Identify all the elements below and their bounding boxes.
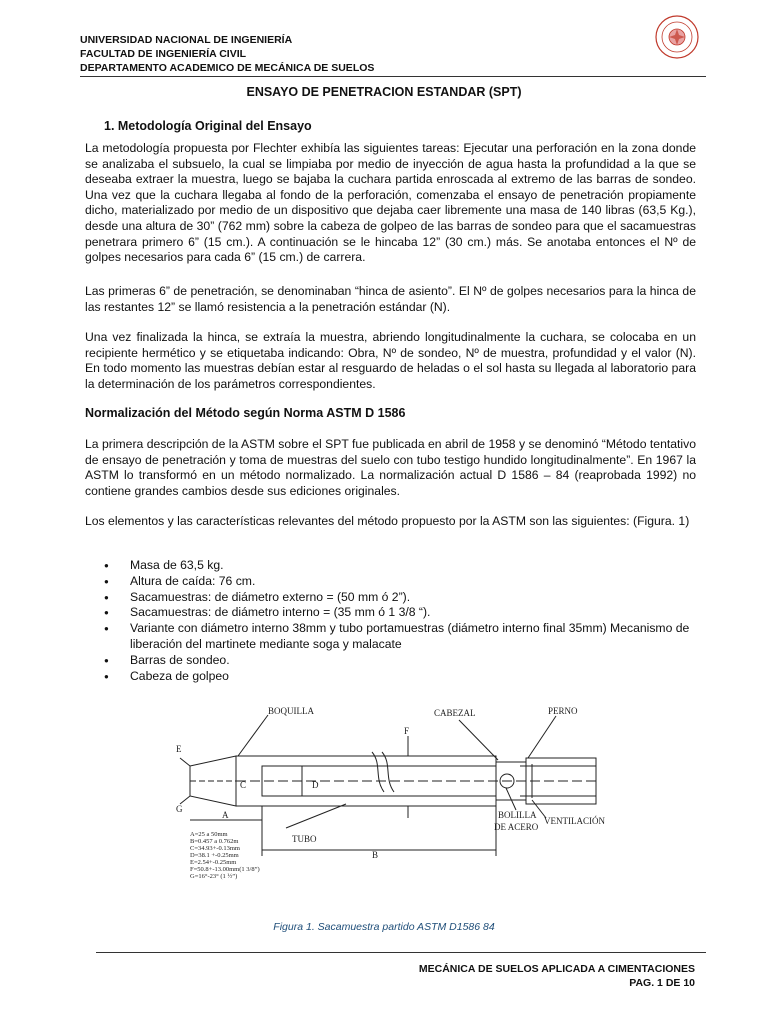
dim-b: B=0.457 a 0.762m (190, 838, 239, 845)
university-seal-icon (654, 14, 700, 60)
elements-list (85, 558, 696, 684)
label-ventilacion: VENTILACIÓN (544, 816, 605, 826)
list-item: ● Sacamuestras: de diámetro externo = (50 mm ó 2”). (85, 590, 696, 606)
list-item: ● Altura de caída: 76 cm. (85, 574, 696, 590)
paragraph-extraccion: Una vez finalizada la hinca, se extraía la muestra, abriendo longitudinalmente la cuchara, se colocaba en un recipiente hermético y se etiquetaba indicando: Obra, Nº de sondeo, Nº de muestra, profundidad y el valor (N). En todo momento las muestras debían estar al resguardo de heladas o el sol hasta su llegada al laboratorio para la determinación de los parámetros correspondientes. (85, 330, 696, 391)
dim-a: A=25 a 50mm (190, 831, 228, 838)
label-tubo: TUBO (292, 834, 317, 844)
label-bolilla: BOLILLA (498, 810, 537, 820)
footer-rule (96, 952, 706, 953)
label-f: F (404, 726, 410, 736)
list-item: ● Masa de 63,5 kg. (85, 558, 696, 574)
dim-f: F=50.8+-13.00mm(1 3/8”) (190, 866, 260, 873)
label-d: D (312, 780, 319, 790)
document-title: ENSAYO DE PENETRACION ESTANDAR (SPT) (246, 85, 522, 99)
dim-c: C=34.93+-0.13mm (190, 845, 240, 852)
section-heading-metodologia: 1. Metodología Original del Ensayo (104, 119, 312, 133)
list-item: ● Sacamuestras: de diámetro interno = (35 mm ó 1 3/8 “). (85, 605, 696, 621)
header-university: UNIVERSIDAD NACIONAL DE INGENIERÍA (80, 34, 293, 46)
label-c: C (240, 780, 247, 790)
label-e: E (176, 744, 182, 754)
sampler-diagram (176, 700, 616, 880)
list-item: ● Cabeza de golpeo (85, 669, 696, 685)
list-item: ● Variante con diámetro interno 38mm y tubo portamuestras (diámetro interno final 35mm) Mecanismo de liberación del martinete mediante soga y malacate (85, 621, 696, 653)
label-a: A (222, 810, 229, 820)
label-b: B (372, 850, 379, 860)
document-footer (419, 962, 695, 990)
dim-d: D=38.1 +-0.25mm (190, 852, 239, 859)
dim-g: G=16°-23° (1 ½”) (190, 873, 238, 880)
label-perno: PERNO (548, 706, 578, 716)
label-boquilla: BOQUILLA (268, 706, 314, 716)
document-header (80, 33, 374, 75)
label-de-acero: DE ACERO (494, 822, 539, 832)
label-cabezal: CABEZAL (434, 708, 476, 718)
paragraph-elementos: Los elementos y las características relevantes del método propuesto por la ASTM son las siguientes: (Figura. 1) (85, 514, 690, 528)
dim-e: E=2.54+-0.25mm (190, 859, 237, 866)
header-department: DEPARTAMENTO ACADEMICO DE MECÁNICA DE SUELOS (80, 62, 375, 74)
header-faculty: FACULTAD DE INGENIERÍA CIVIL (80, 48, 247, 60)
figure-caption: Figura 1. Sacamuestra partido ASTM D1586 84 (273, 921, 495, 933)
list-item: ● Barras de sondeo. (85, 653, 696, 669)
paragraph-astm: La primera descripción de la ASTM sobre el SPT fue publicada en abril de 1958 y se denominó “Método tentativo de ensayo de penetración y toma de muestras del suelo con tubo testigo hundido longitudinalmente”. En 1967 la ASTM lo transformó en un método normalizado. La normalización actual D 1586 – 84 (reaprobada 1992) no contiene grandes cambios desde sus ediciones originales. (85, 437, 696, 498)
paragraph-hinca: Las primeras 6” de penetración, se denominaban “hinca de asiento”. El Nº de golpes necesarios para la hinca de las restantes 12” se llamó resistencia a la penetración estándar (N). (85, 284, 696, 314)
footer-course: MECÁNICA DE SUELOS APLICADA A CIMENTACIONES (418, 963, 695, 975)
page-number: PAG. 1 DE 10 (629, 977, 695, 989)
label-g: G (176, 804, 183, 814)
header-rule (80, 76, 706, 77)
paragraph-metodologia: La metodología propuesta por Flechter exhibía las siguientes tareas: Ejecutar una perforación en la zona donde se analizaba el subsuelo, la cual se limpiaba por medio de inyección de agua hasta la profundidad a la que se deseaba extraer la muestra, luego se bajaba la cuchara partida enroscada al extremo de las barras de sondeo. Una vez que la cuchara llegaba al fondo de la perforación, comenzaba el ensayo de penetración propiamente dicho, materializado por medio de un dispositivo que dejaba caer libremente una masa de 140 libras (63,5 Kg.), desde una altura de 30” (762 mm) sobre la cabeza de golpeo de las barras de sondeo para que el sacamuestras penetrara primero 6” (15 cm.). A continuación se le hincaba 12” (30 cm.) más. Se anotaba entonces el Nº de golpes necesarios para cada 6” (15 cm.) de carrera. (85, 141, 696, 265)
section-heading-normalizacion: Normalización del Método según Norma ASTM D 1586 (85, 406, 406, 420)
